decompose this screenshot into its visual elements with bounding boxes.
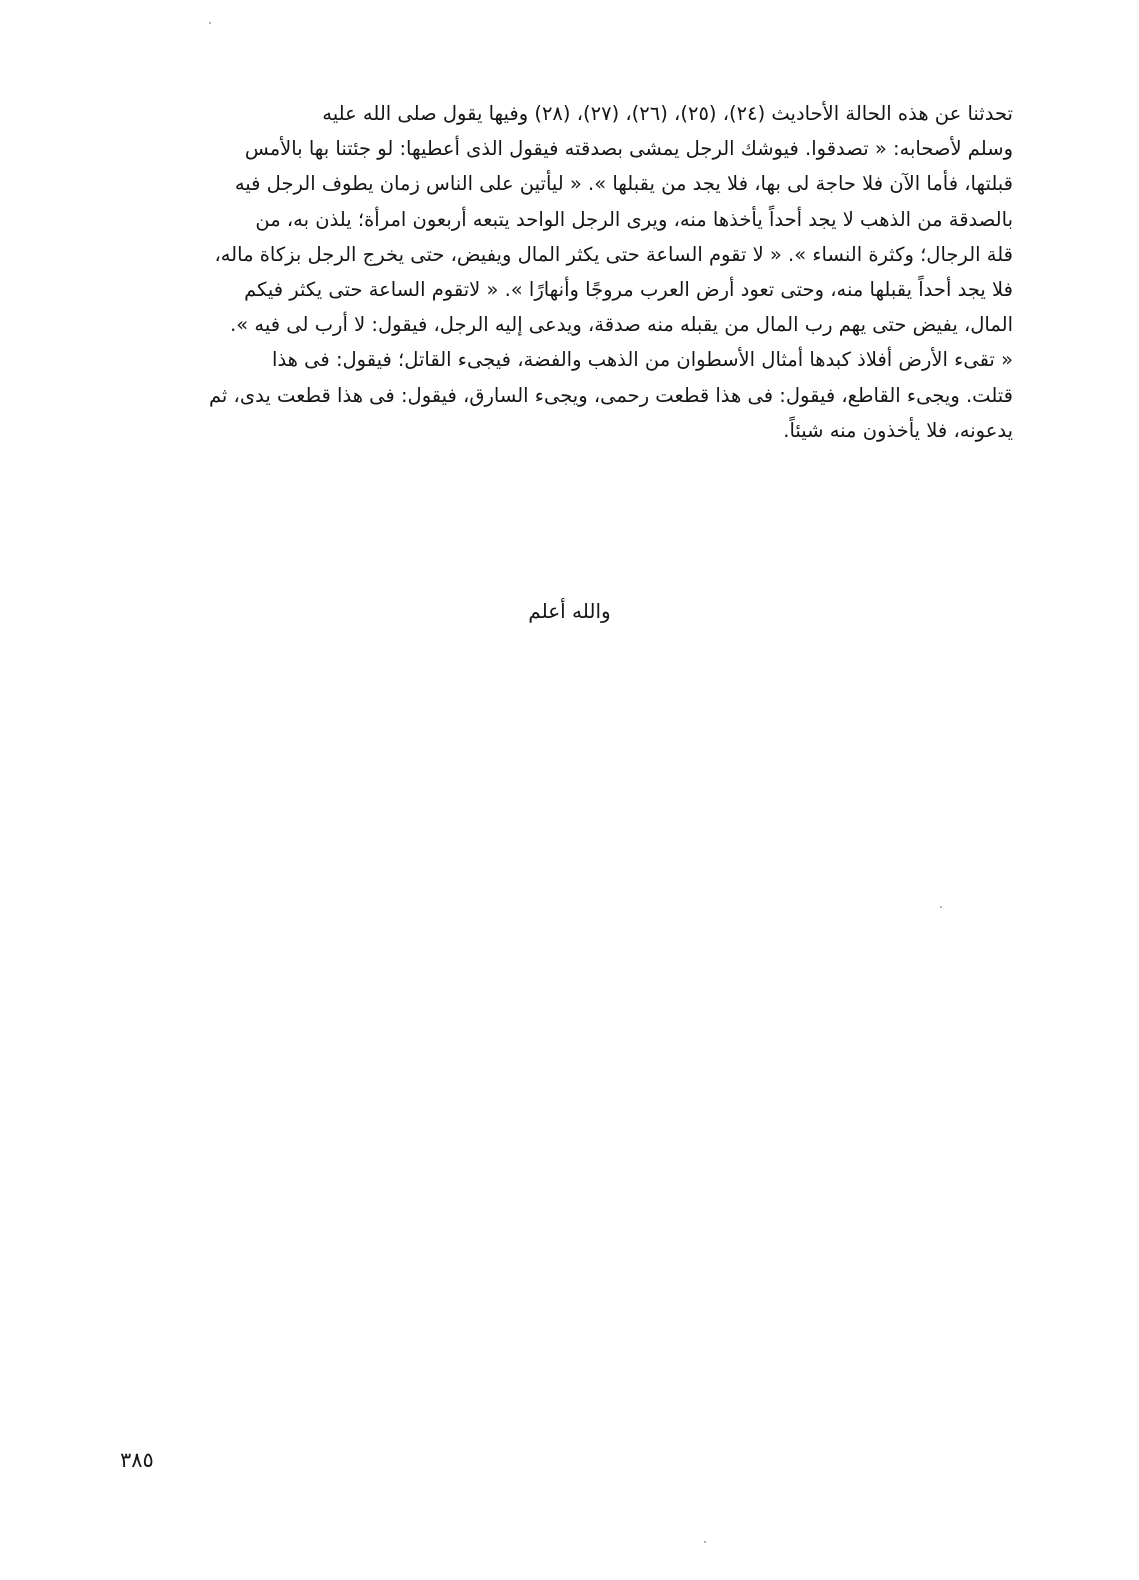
paragraph-line: قبلتها، فأما الآن فلا حاجة لى بها، فلا يجد من يقبلها ». « ليأتين على الناس زمان يطوف الرجل فيه [234,172,1013,196]
paragraph-line: المال، يفيض حتى يهم رب المال من يقبله منه صدقة، ويدعى إليه الرجل، فيقول: لا أرب لى فيه ». [230,313,1013,337]
body-paragraph [128,96,1013,448]
paragraph-line: تحدثنا عن هذه الحالة الأحاديث (٢٤)، (٢٥)، (٢٦)، (٢٧)، (٢٨) وفيها يقول صلى الله عليه [322,102,1013,125]
scan-speck [704,1541,706,1543]
paragraph-line: قلة الرجال؛ وكثرة النساء ». « لا تقوم الساعة حتى يكثر المال ويفيض، حتى يخرج الرجل بزكاة ماله، [214,242,1013,266]
paragraph-line: بالصدقة من الذهب لا يجد أحداً يأخذها منه، ويرى الرجل الواحد يتبعه أربعون امرأة؛ يلذن به، من [255,207,1013,231]
page-number: ٣٨٥ [120,1448,154,1472]
closing-phrase: والله أعلم [528,599,611,623]
paragraph-line: « تقىء الأرض أفلاذ كبدها أمثال الأسطوان من الذهب والفضة، فيجىء القاتل؛ فيقول: فى هذا [272,348,1013,372]
scan-speck [209,22,211,24]
paragraph-line: فلا يجد أحداً يقبلها منه، وحتى تعود أرض العرب مروجًا وأنهارًا ». « لاتقوم الساعة حتى يكثر فيكم [244,278,1013,302]
scan-speck [940,906,942,908]
paragraph-line: يدعونه، فلا يأخذون منه شيئاً. [783,418,1013,442]
paragraph-line: وسلم لأصحابه: « تصدقوا. فيوشك الرجل يمشى بصدقته فيقول الذى أعطيها: لو جئتنا بها بالأمس [244,137,1013,161]
paragraph-line: قتلت. ويجىء القاطع، فيقول: فى هذا قطعت رحمى، ويجىء السارق، فيقول: فى هذا قطعت يدى، ثم [208,383,1013,407]
